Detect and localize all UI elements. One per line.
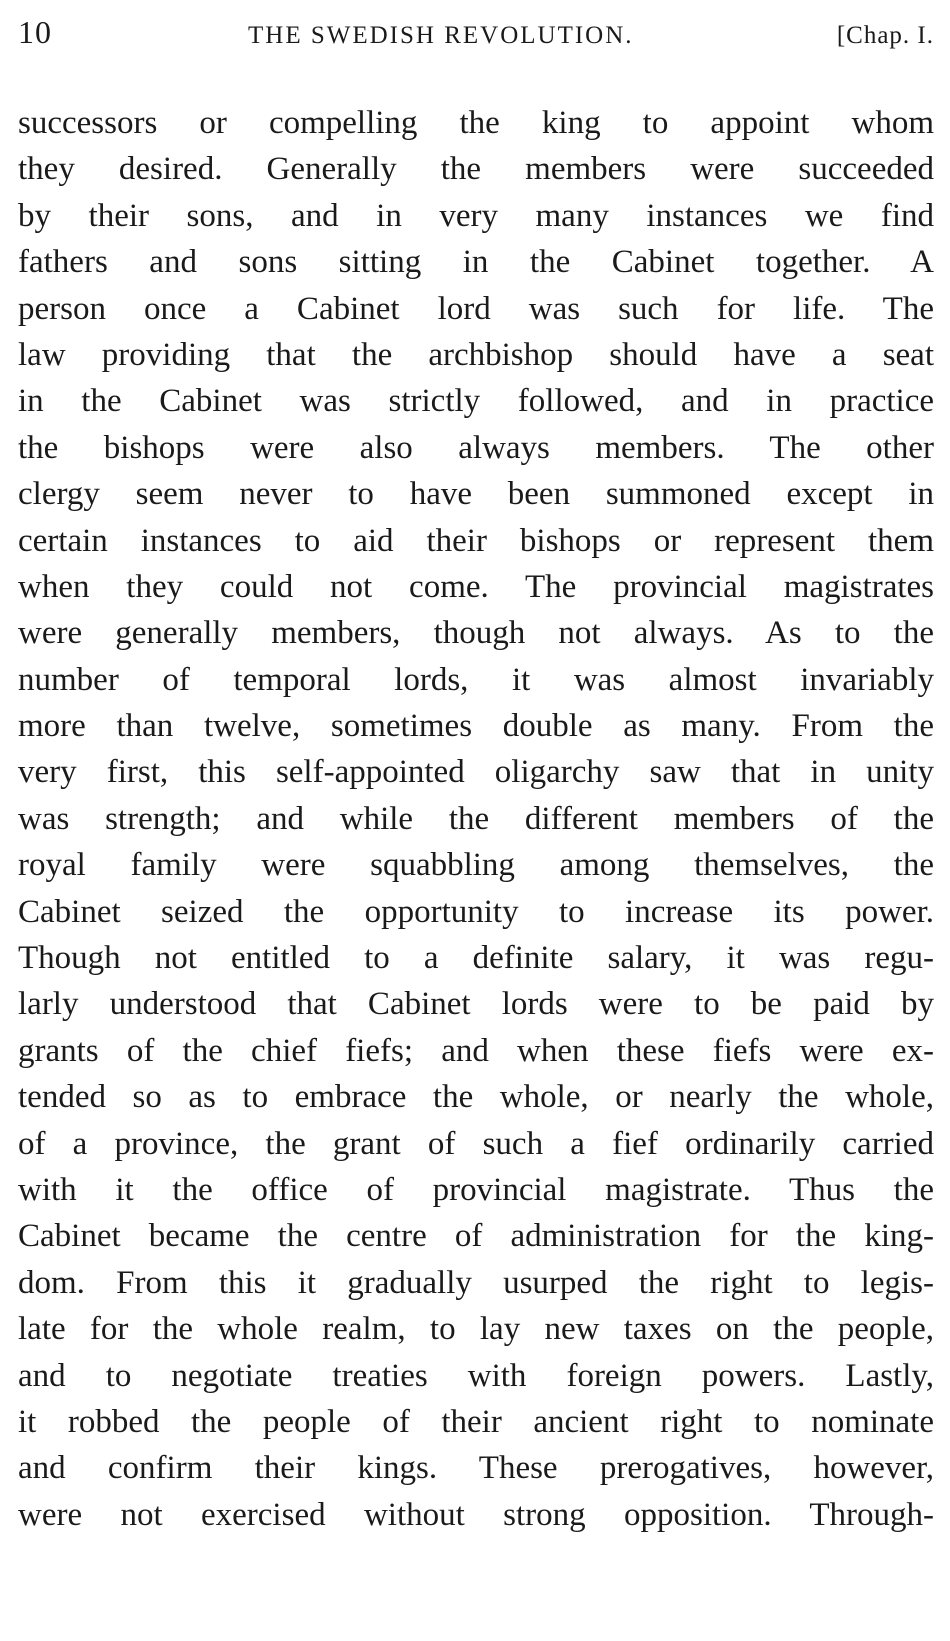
- book-page: [18, 12, 934, 1533]
- text-line: of a province, the grant of such a fief ordinarily carried: [18, 1125, 934, 1162]
- text-line: the bishops were also always members. The other: [18, 429, 934, 466]
- text-line: Cabinet seized the opportunity to increase its power.: [18, 893, 934, 930]
- text-line: royal family were squabbling among themselves, the: [18, 847, 934, 884]
- text-line: and confirm their kings. These prerogatives, however,: [18, 1450, 934, 1487]
- text-line: it robbed the people of their ancient right to nominate: [18, 1403, 934, 1440]
- text-line: grants of the chief fiefs; and when these fiefs were ex-: [18, 1032, 934, 1069]
- text-line: dom. From this it gradually usurped the right to legis-: [18, 1264, 934, 1301]
- text-line: late for the whole realm, to lay new taxes on the people,: [18, 1311, 934, 1348]
- text-line: number of temporal lords, it was almost invariably: [18, 661, 934, 698]
- text-line: were generally members, though not always. As to the: [18, 615, 934, 652]
- text-line: when they could not come. The provincial magistrates: [18, 568, 934, 605]
- text-line: successors or compelling the king to appoint whom: [18, 105, 934, 141]
- text-line: tended so as to embrace the whole, or nearly the whole,: [18, 1079, 934, 1116]
- text-line: with it the office of provincial magistrate. Thus the: [18, 1171, 934, 1208]
- text-line: law providing that the archbishop should have a seat: [18, 336, 934, 373]
- running-title: THE SWEDISH REVOLUTION.: [248, 22, 634, 49]
- text-line: were not exercised without strong opposition. Through-: [18, 1496, 934, 1533]
- running-head: [18, 12, 934, 60]
- text-line: and to negotiate treaties with foreign powers. Lastly,: [18, 1357, 934, 1394]
- text-line: larly understood that Cabinet lords were to be paid by: [18, 986, 934, 1023]
- text-line: clergy seem never to have been summoned except in: [18, 476, 934, 513]
- text-line: was strength; and while the different members of the: [18, 800, 934, 837]
- text-line: person once a Cabinet lord was such for life. The: [18, 290, 934, 327]
- text-line: fathers and sons sitting in the Cabinet together. A: [18, 244, 934, 281]
- text-line: Though not entitled to a definite salary, it was regu-: [18, 940, 934, 977]
- text-line: by their sons, and in very many instances we find: [18, 197, 934, 234]
- text-line: very first, this self-appointed oligarchy saw that in unity: [18, 754, 934, 791]
- text-line: Cabinet became the centre of administration for the king-: [18, 1218, 934, 1255]
- text-line: they desired. Generally the members were succeeded: [18, 151, 934, 188]
- text-line: more than twelve, sometimes double as many. From the: [18, 708, 934, 745]
- page-number: 10: [18, 14, 52, 50]
- body-text: [18, 100, 934, 1538]
- chapter-reference: [Chap. I.: [836, 22, 934, 49]
- text-line: in the Cabinet was strictly followed, and in practice: [18, 383, 934, 420]
- text-line: certain instances to aid their bishops or represent them: [18, 522, 934, 559]
